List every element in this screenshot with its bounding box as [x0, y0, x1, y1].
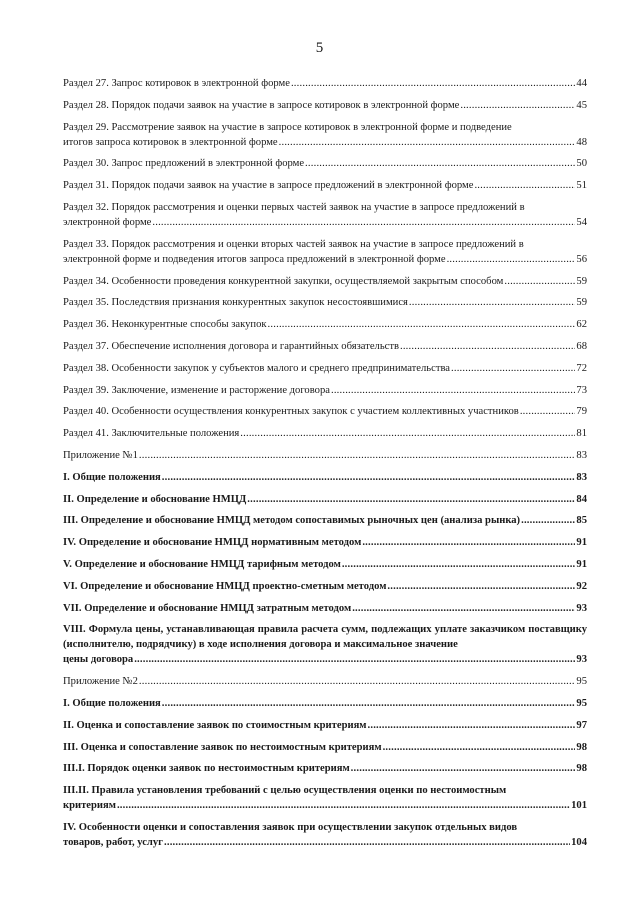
toc-entry-page: 85	[576, 515, 587, 527]
toc-entry-title-lead: IV. Особенности оценки и сопоставления заявок при осуществлении закупок отдельных видов	[63, 821, 518, 833]
toc-entry[interactable]	[63, 200, 587, 230]
toc-entry[interactable]	[63, 579, 587, 594]
toc-entry-title: Приложение №1	[63, 449, 138, 461]
toc-entry[interactable]	[63, 470, 587, 485]
toc-entry-page: 59	[576, 275, 587, 287]
toc-entry-title: Раздел 41. Заключительные положения	[63, 428, 240, 440]
dot-leader	[164, 835, 570, 850]
toc-entry-title: Раздел 27. Запрос котировок в электронной форме	[63, 78, 290, 89]
toc-entry-title: VII. Определение и обоснование НМЦД затратным методом	[63, 602, 352, 614]
toc-entry[interactable]	[63, 317, 587, 332]
toc-entry-page: 79	[576, 406, 587, 418]
toc-entry-page: 93	[576, 602, 587, 614]
toc-entry-title: Раздел 36. Неконкурентные способы закупок	[63, 319, 267, 331]
toc-entry-page: 54	[576, 216, 587, 228]
dot-leader	[368, 718, 576, 733]
toc-entry-page: 51	[576, 180, 587, 192]
toc-entry-page: 50	[576, 158, 587, 170]
toc-entry-page: 84	[576, 493, 587, 505]
toc-entry-title: товаров, работ, услуг	[63, 836, 163, 848]
toc-entry[interactable]	[63, 404, 587, 419]
toc-entry-page: 104	[571, 836, 587, 848]
toc-entry-title: итогов запроса котировок в электронной форме	[63, 136, 278, 148]
toc-entry[interactable]	[63, 295, 587, 310]
toc-entry-title: Раздел 39. Заключение, изменение и расторжение договора	[63, 384, 330, 396]
toc-entry[interactable]	[63, 622, 587, 667]
toc-entry[interactable]	[63, 76, 587, 91]
toc-entry[interactable]	[63, 535, 587, 550]
toc-entry-page: 83	[576, 471, 587, 483]
toc-entry-page: 92	[576, 580, 587, 592]
toc-entry-page: 98	[576, 741, 587, 753]
toc-entry-title: электронной форме	[63, 216, 152, 228]
toc-entry-title: Приложение №2	[63, 676, 138, 688]
toc-entry-page: 48	[576, 136, 587, 148]
toc-entry-title: Раздел 38. Особенности закупок у субъектов малого и среднего предпринимательства	[63, 362, 451, 374]
toc-entry-title: V. Определение и обоснование НМЦД тарифным методом	[63, 558, 341, 570]
toc-entry[interactable]	[63, 120, 587, 150]
toc-entry-title: Раздел 35. Последствия признания конкурентных закупок несостоявшимися	[63, 297, 408, 309]
toc-entry[interactable]	[63, 448, 587, 463]
dot-leader	[139, 674, 575, 689]
toc-entry-page: 97	[576, 719, 587, 731]
dot-leader	[279, 135, 576, 150]
toc-entry-page: 95	[576, 676, 587, 688]
toc-entry[interactable]	[63, 426, 587, 441]
table-of-contents	[63, 76, 587, 857]
toc-entry-title: I. Общие положения	[63, 471, 161, 483]
toc-entry[interactable]	[63, 513, 587, 528]
dot-leader	[342, 557, 576, 572]
dot-leader	[351, 761, 576, 776]
toc-entry-title: IV. Определение и обоснование НМЦД нормативным методом	[63, 537, 362, 549]
toc-entry-page: 62	[576, 319, 587, 331]
toc-entry[interactable]	[63, 156, 587, 171]
toc-entry-page: 98	[576, 763, 587, 775]
toc-entry-title: III.I. Порядок оценки заявок по нестоимостным критериям	[63, 763, 350, 775]
toc-entry[interactable]	[63, 674, 587, 689]
toc-entry[interactable]	[63, 361, 587, 376]
dot-leader	[331, 383, 575, 398]
toc-entry-page: 91	[576, 558, 587, 570]
toc-entry-title-lead: Раздел 32. Порядок рассмотрения и оценки первых частей заявок на участие в запросе предложений в	[63, 201, 525, 213]
dot-leader	[447, 252, 576, 267]
toc-entry-page: 93	[576, 654, 587, 666]
toc-entry-page: 68	[576, 340, 587, 352]
toc-entry[interactable]	[63, 98, 587, 113]
dot-leader	[521, 513, 575, 528]
dot-leader	[291, 76, 575, 91]
toc-entry-title: электронной форме и подведения итогов запроса предложений в электронной форме	[63, 253, 446, 265]
toc-entry-title: Раздел 31. Порядок подачи заявок на участие в запросе предложений в электронной форме	[63, 180, 474, 192]
dot-leader	[162, 696, 576, 711]
toc-entry-title: II. Определение и обоснование НМЦД	[63, 493, 247, 505]
toc-entry[interactable]	[63, 237, 587, 267]
toc-entry[interactable]	[63, 696, 587, 711]
dot-leader	[387, 579, 575, 594]
toc-entry[interactable]	[63, 492, 587, 507]
toc-entry-title: VI. Определение и обоснование НМЦД проектно-сметным методом	[63, 580, 387, 592]
toc-entry-page: 83	[576, 449, 587, 461]
toc-entry[interactable]	[63, 383, 587, 398]
toc-entry-title: Раздел 28. Порядок подачи заявок на участие в запросе котировок в электронной форме	[63, 99, 460, 111]
dot-leader	[152, 215, 575, 230]
toc-entry-page: 81	[576, 428, 587, 440]
toc-entry[interactable]	[63, 557, 587, 572]
dot-leader	[134, 652, 575, 667]
toc-entry[interactable]	[63, 601, 587, 616]
toc-entry-title: Раздел 40. Особенности осуществления конкурентных закупок с участием коллективных участников	[63, 406, 519, 418]
toc-entry-page: 73	[576, 384, 587, 396]
toc-entry[interactable]	[63, 718, 587, 733]
dot-leader	[139, 448, 575, 463]
toc-entry-title: критериям	[63, 800, 116, 812]
toc-entry-title: II. Оценка и сопоставление заявок по стоимостным критериям	[63, 719, 367, 731]
toc-entry-title: I. Общие положения	[63, 697, 161, 709]
toc-entry-title-lead: Раздел 29. Рассмотрение заявок на участие в запросе котировок в электронной форме и подведение	[63, 121, 512, 133]
toc-entry-page: 59	[576, 297, 587, 309]
toc-entry-page: 95	[576, 697, 587, 709]
dot-leader	[352, 601, 575, 616]
toc-entry-page: 44	[576, 78, 587, 89]
toc-entry-title-lead: Раздел 33. Порядок рассмотрения и оценки вторых частей заявок на участие в запросе предложений в	[63, 238, 524, 250]
dot-leader	[268, 317, 576, 332]
dot-leader	[409, 295, 575, 310]
dot-leader	[362, 535, 575, 550]
toc-entry-title: Раздел 37. Обеспечение исполнения договора и гарантийных обязательств	[63, 340, 399, 352]
toc-entry[interactable]	[63, 339, 587, 354]
toc-entry-page: 45	[576, 99, 587, 111]
toc-entry-title: III. Определение и обоснование НМЦД методом сопоставимых рыночных цен (анализа рынка)	[63, 515, 521, 527]
dot-leader	[117, 798, 570, 813]
dot-leader	[240, 426, 575, 441]
dot-leader	[247, 492, 575, 507]
toc-entry-title: III. Оценка и сопоставление заявок по нестоимостным критериям	[63, 741, 382, 753]
dot-leader	[162, 470, 576, 485]
dot-leader	[451, 361, 575, 376]
toc-entry[interactable]	[63, 761, 587, 776]
toc-entry-page: 91	[576, 537, 587, 549]
toc-entry-title: Раздел 34. Особенности проведения конкурентной закупки, осуществляемой закрытым способом	[63, 275, 504, 287]
dot-leader	[383, 740, 576, 755]
toc-entry[interactable]	[63, 783, 587, 813]
toc-entry-title-lead: III.II. Правила установления требований с целью осуществления оценки по нестоимостным	[63, 785, 507, 797]
dot-leader	[474, 178, 575, 193]
dot-leader	[460, 98, 575, 113]
dot-leader	[400, 339, 575, 354]
page-number: 5	[315, 40, 324, 56]
dot-leader	[504, 274, 575, 289]
dot-leader	[305, 156, 575, 171]
toc-entry[interactable]	[63, 178, 587, 193]
toc-entry[interactable]	[63, 274, 587, 289]
toc-entry-title: Раздел 30. Запрос предложений в электронной форме	[63, 158, 305, 170]
toc-entry-page: 101	[571, 800, 587, 812]
toc-entry[interactable]	[63, 820, 587, 850]
toc-entry-page: 56	[576, 253, 587, 265]
dot-leader	[520, 404, 576, 419]
toc-entry-title: цены договора	[63, 654, 134, 666]
toc-entry[interactable]	[63, 740, 587, 755]
toc-entry-title-lead: VIII. Формула цены, устанавливающая правила расчета сумм, подлежащих уплате заказчиком поставщику (исполнителю, подрядчику) в ходе исполнения договора и максимальное значение	[63, 624, 587, 651]
toc-entry-page: 72	[576, 362, 587, 374]
